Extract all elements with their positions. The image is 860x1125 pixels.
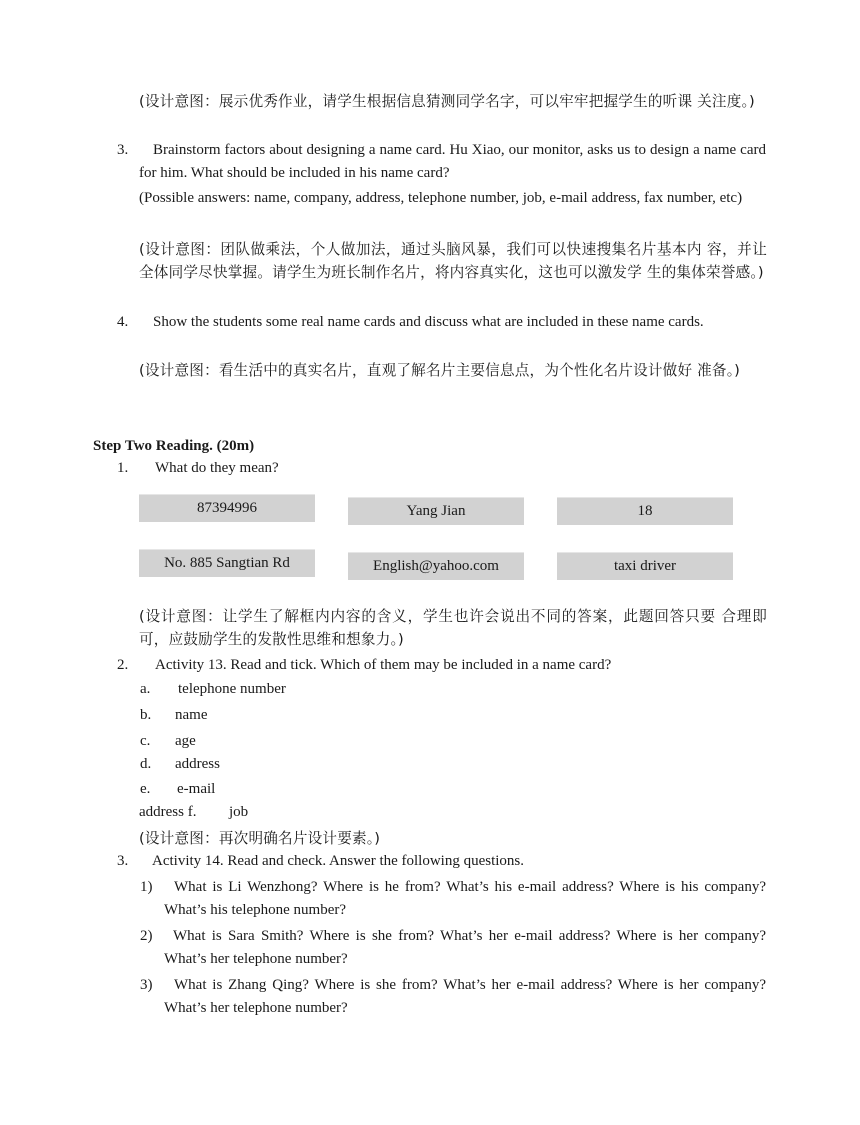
item-text-real-cards: Show the students some real name cards and discuss what are included in these name cards. — [153, 314, 704, 330]
option-letter: a. — [140, 681, 151, 697]
option-wrap-lead: address f. — [139, 804, 197, 820]
question-text: What is Sara Smith? Where is she from? What’s her e-mail address? Where is her company? What’s her telephone number? — [164, 928, 766, 967]
item-text-read-check: Activity 14. Read and check. Answer the following questions. — [152, 853, 525, 869]
item-number: 2. — [117, 657, 129, 673]
option-label: job — [229, 804, 249, 820]
item-number: 1. — [117, 460, 129, 476]
option-label: age — [175, 733, 196, 749]
question-text: What is Li Wenzhong? Where is he from? What’s his e-mail address? Where is his company? What’s his telephone number? — [164, 879, 766, 918]
design-intent-note-intro: (设计意图：展示优秀作业，请学生根据信息猜测同学名字，可以牢牢把握学生的听课 关注度。) — [139, 93, 755, 110]
info-box-email: English@yahoo.com — [348, 552, 524, 580]
item-number: 3. — [117, 853, 129, 869]
option-label: e-mail — [177, 781, 216, 797]
question-number: 1) — [140, 879, 153, 895]
design-intent-note-brainstorm: (设计意图：团队做乘法，个人做加法，通过头脑风暴，我们可以快速搜集名片基本内 容，并让全体同学尽快掌握。请学生为班长制作名片，将内容真实化，这也可以激发学 生的集体荣誉感。) — [139, 241, 767, 281]
section-heading: Step Two Reading. (20m) — [93, 438, 255, 454]
info-box-phone: 87394996 — [139, 494, 315, 522]
option-letter: d. — [140, 756, 152, 772]
option-label: address — [175, 756, 220, 772]
option-label: name — [175, 707, 208, 723]
info-box-name: Yang Jian — [348, 497, 524, 525]
option-label: telephone number — [178, 681, 286, 697]
option-letter: b. — [140, 707, 152, 723]
info-box-job: taxi driver — [557, 552, 733, 580]
item-text-what-mean: What do they mean? — [155, 460, 279, 476]
design-intent-note-real-cards: (设计意图：看生活中的真实名片，直观了解名片主要信息点，为个性化名片设计做好 准备。) — [139, 362, 741, 379]
option-letter: c. — [140, 733, 151, 749]
question-number: 3) — [140, 977, 153, 993]
possible-answers: (Possible answers: name, company, address, telephone number, job, e-mail address, fax number, etc) — [139, 190, 743, 206]
design-intent-note-boxes: (设计意图：让学生了解框内内容的含义，学生也许会说出不同的答案，此题回答只要 合理即可，应鼓励学生的发散性思维和想象力。) — [139, 608, 767, 648]
design-intent-note-elements: (设计意图：再次明确名片设计要素。) — [139, 830, 381, 847]
item-text-read-tick: Activity 13. Read and tick. Which of them may be included in a name card? — [155, 657, 612, 673]
item-number: 4. — [117, 314, 129, 330]
option-letter: e. — [140, 781, 151, 797]
item-text-brainstorm: Brainstorm factors about designing a name card. Hu Xiao, our monitor, asks us to design a name card for him. What should be included in his name card? — [139, 142, 766, 181]
item-number: 3. — [117, 142, 129, 158]
info-box-address: No. 885 Sangtian Rd — [139, 549, 315, 577]
info-box-age: 18 — [557, 497, 733, 525]
question-text: What is Zhang Qing? Where is she from? What’s her e-mail address? Where is her company? What’s her telephone number? — [164, 977, 766, 1016]
question-number: 2) — [140, 928, 153, 944]
